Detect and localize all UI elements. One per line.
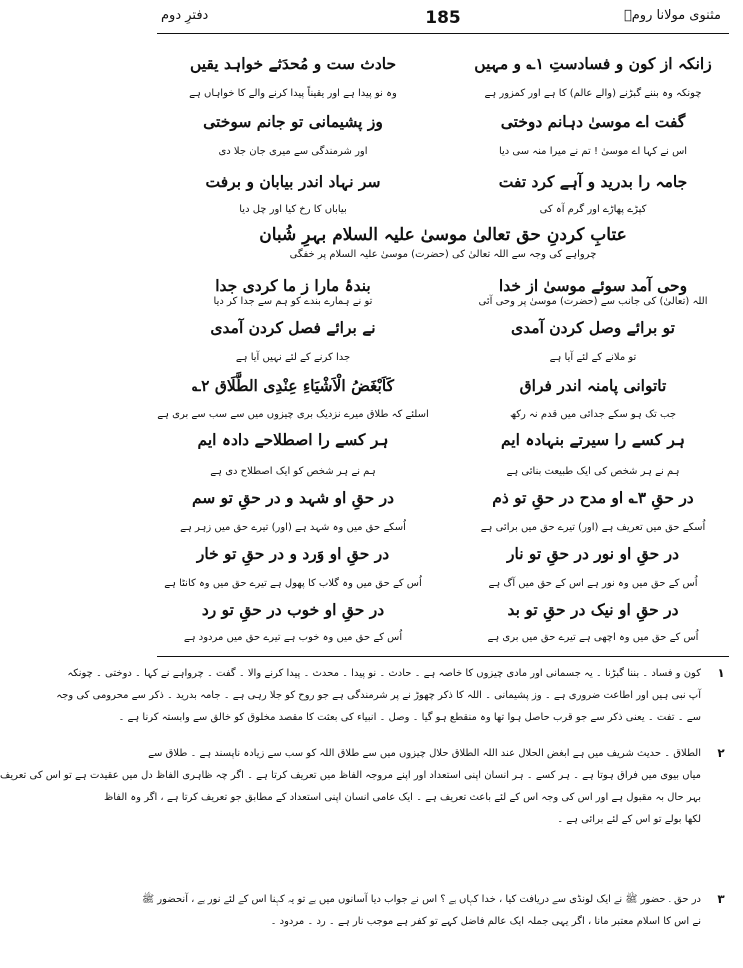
couplet xyxy=(157,318,729,339)
translation-right: اُسکے حق میں تعریف ہے (اور) تیرے حق میں برائی ہے xyxy=(480,522,706,533)
translation-right: چونکہ وہ بننے گبڑنے (والے عالم) کا ہے اور کمزور ہے xyxy=(484,88,702,99)
hemistich-left: در حقِ او خوب در حقِ تو رد xyxy=(201,600,385,619)
hemistich-right: ہر کسے را سیرتے بنہادہ ایم xyxy=(500,430,686,449)
footnote-line: میاں بیوی میں فراق ہوتا ہے ۔ ہر کسے ۔ ہر انسان اپنی استعداد اور اپنے مروجہ الفاظ میں تعریف کرتا ہے ۔ اگر چہ ظاہری الفاظ دل میں عقیدت ہے تو اس کی تعریف xyxy=(0,770,701,781)
hemistich-right: وحی آمد سوئے موسیٰ از خدا xyxy=(498,276,688,295)
translation-left: ہم نے ہر شخص کو ایک اصطلاح دی ہے xyxy=(210,466,376,477)
footnote-line: در حق ۔ حضور ﷺ نے ایک لونڈی سے دریافت کیا ، خدا کہاں ہے ؟ اس نے جواب دیا آسانوں میں ہے تو یہ کہنا اس کے لئے نور ہے ، آنحضور ﷺ xyxy=(142,894,701,905)
book-title: مثنوی مولانا رومؒ xyxy=(623,8,721,23)
couplet xyxy=(157,276,729,297)
couplet xyxy=(157,488,729,509)
footnote-line: آپ نبی ہیں اور اطاعت ضروری ہے ۔ وز پشیمانی ۔ اللہ کا ذکر چھوڑ نے پر شرمندگی ہے جو روح کو جلا رہی ہے ۔ جامہ بدرید ۔ ذکر سے محرومی کی وجہ xyxy=(56,690,701,701)
hemistich-right: در حقِ ۳؎ او مدح در حقِ تو ذم xyxy=(492,488,694,507)
footnote-number: ۱ xyxy=(717,666,725,680)
translation-right: اس نے کہا اے موسیٰ ! تم نے میرا منہ سی دیا xyxy=(498,146,688,157)
translation-left: اُس کے حق میں وہ خوب ہے تیرے حق میں مردود ہے xyxy=(183,632,403,643)
translation-line xyxy=(157,632,729,646)
footnote xyxy=(0,744,729,834)
translation-right: اللہ (تعالیٰ) کی جانب سے (حضرت) موسیٰ پر وحی آئی xyxy=(478,296,708,307)
couplet xyxy=(157,54,729,75)
section-heading: عتابِ کردنِ حق تعالیٰ موسیٰ علیہ السلام بہرِ شُبان xyxy=(259,225,627,245)
translation-line xyxy=(157,522,729,536)
translation-left: تو نے ہمارے بندے کو ہم سے جدا کر دیا xyxy=(213,296,373,307)
translation-line xyxy=(157,352,729,366)
footnote-line: کون و فساد ۔ بننا گبڑنا ۔ یہ جسمانی اور مادی چیزوں کا خاصہ ہے ۔ حادث ۔ نو پیدا ۔ محدث ۔ پیدا کرنے والا ۔ گفت ۔ چرواہے نے کہا ۔ دوختی ۔ چونکہ xyxy=(67,668,701,679)
translation-line xyxy=(157,296,729,310)
couplet xyxy=(157,600,729,621)
hemistich-left: وز پشیمانی تو جانم سوختی xyxy=(203,112,383,131)
hemistich-left: در حقِ او وَرد و در حقِ تو خار xyxy=(196,544,390,563)
hemistich-left: کَاَبْغَضُ الْاَشْیَاءِ عِنْدِی الطَّلَاق ۲؎ xyxy=(192,376,394,395)
hemistich-right: تاتوانی پامنہ اندر فراق xyxy=(519,376,667,395)
translation-right: اُس کے حق میں وہ اچھی ہے تیرے حق میں بری ہے xyxy=(487,632,699,643)
hemistich-right: زانکہ از کون و فسادستِ ۱؎ و مہیں xyxy=(474,54,712,73)
translation-line xyxy=(157,409,729,423)
hemistich-right: جامہ را بدرید و آہے کرد تفت xyxy=(498,172,688,191)
translation-right: ہم نے ہر شخص کی ایک طبیعت بنائی ہے xyxy=(506,466,680,477)
translation-right: کپڑے پھاڑے اور گرم آہ کی xyxy=(539,204,647,215)
volume-label: دفترِ دوم xyxy=(161,8,209,23)
translation-left: جدا کرنے کے لئے نہیں آیا ہے xyxy=(235,352,351,363)
hemistich-left: سر نہاد اندر بیابان و برفت xyxy=(205,172,381,191)
footnote-line: الطلاق ۔ حدیث شریف میں ہے ابغض الحلال عند اللہ الطلاق حلال چیزوں میں سے طلاق اللہ کو سب سے زیادہ ناپسند ہے ۔ طلاق سے xyxy=(148,748,701,759)
translation-left: اُس کے حق میں وہ گلاب کا پھول ہے تیرے حق میں وہ کانٹا ہے xyxy=(164,578,422,589)
footnote-line: نے اس کا اسلام معتبر مانا ، اگر یہی جملہ ایک عالم فاضل کہے تو کفر ہے موجب نار ہے ۔ رد ۔ مردود ۔ xyxy=(270,916,701,927)
translation-left: وہ نو پیدا ہے اور یقیناً پیدا کرنے والے کا خواہاں ہے xyxy=(189,88,397,99)
couplet xyxy=(157,544,729,565)
hemistich-left: بندۂ مارا ز ما کردی جدا xyxy=(215,276,371,295)
footnote-number: ۳ xyxy=(717,892,725,906)
footnote-number: ۲ xyxy=(717,746,725,760)
hemistich-left: نے برائے فصل کردن آمدی xyxy=(210,318,376,337)
hemistich-left: ہر کسے را اصطلاحے دادہ ایم xyxy=(197,430,389,449)
translation-right: اُس کے حق میں وہ نور ہے اس کے حق میں آگ ہے xyxy=(488,578,698,589)
hemistich-left: حادث ست و مُحدَثے خواہد یقیں xyxy=(189,54,397,73)
footnote-line: بہر حال بہ مقبول ہے اور اس کی وجہ اس کے لئے باعث تعریف ہے ۔ ایک عامی انسان اپنی استعداد کے مطابق جو تعریف کرتا ہے ، اگر وہ الفاظ xyxy=(103,792,701,803)
hemistich-left: در حقِ او شہد و در حقِ تو سم xyxy=(191,488,395,507)
hemistich-right: در حقِ او نور در حقِ تو نار xyxy=(506,544,679,563)
translation-right: جب تک ہو سکے جدائی میں قدم نہ رکھ xyxy=(509,409,677,420)
translation-line xyxy=(157,204,729,218)
footnote-line: لکھا بولے تو اس کے لئے برائی ہے ۔ xyxy=(557,814,701,825)
page-header xyxy=(143,6,743,30)
translation-right: تو ملانے کے لئے آیا ہے xyxy=(549,352,637,363)
footnote xyxy=(142,890,729,936)
translation-left: بیاباں کا رخ کیا اور چل دیا xyxy=(239,204,347,215)
hemistich-right: گفت اے موسیٰ دہانم دوختی xyxy=(500,112,686,131)
translation-left: اسلئے کہ طلاق میرے نزدیک بری چیزوں میں سے سب سے بری ہے xyxy=(157,409,429,420)
footnote-line: سے ۔ تفت ۔ یعنی ذکر سے جو قرب حاصل ہوا تھا وہ منقطع ہو گیا ۔ وصل ۔ انبیاء کی بعثت کا مقصد مخلوق کو خالق سے وابستہ کرنا ہے ۔ xyxy=(118,712,701,723)
header-rule xyxy=(157,33,729,34)
translation-line xyxy=(157,88,729,102)
hemistich-right: تو برائے وصل کردن آمدی xyxy=(511,318,675,337)
couplet xyxy=(157,172,729,193)
couplet xyxy=(157,376,729,397)
translation-left: اور شرمندگی سے میری جان جلا دی xyxy=(218,146,368,157)
translation-line xyxy=(157,578,729,592)
section-subheading: چرواہے کی وجہ سے اللہ تعالیٰ کی (حضرت) موسیٰ علیہ السلام پر خفگی xyxy=(289,249,597,260)
translation-line xyxy=(157,146,729,160)
couplet xyxy=(157,430,729,451)
footnote-rule xyxy=(157,656,729,657)
translation-left: اُسکے حق میں وہ شہد ہے (اور) تیرے حق میں زہر ہے xyxy=(180,522,406,533)
hemistich-right: در حقِ او نیک در حقِ تو بد xyxy=(507,600,679,619)
couplet xyxy=(157,112,729,133)
translation-line xyxy=(157,466,729,480)
page-number: 185 xyxy=(425,8,461,28)
footnote xyxy=(56,664,729,730)
